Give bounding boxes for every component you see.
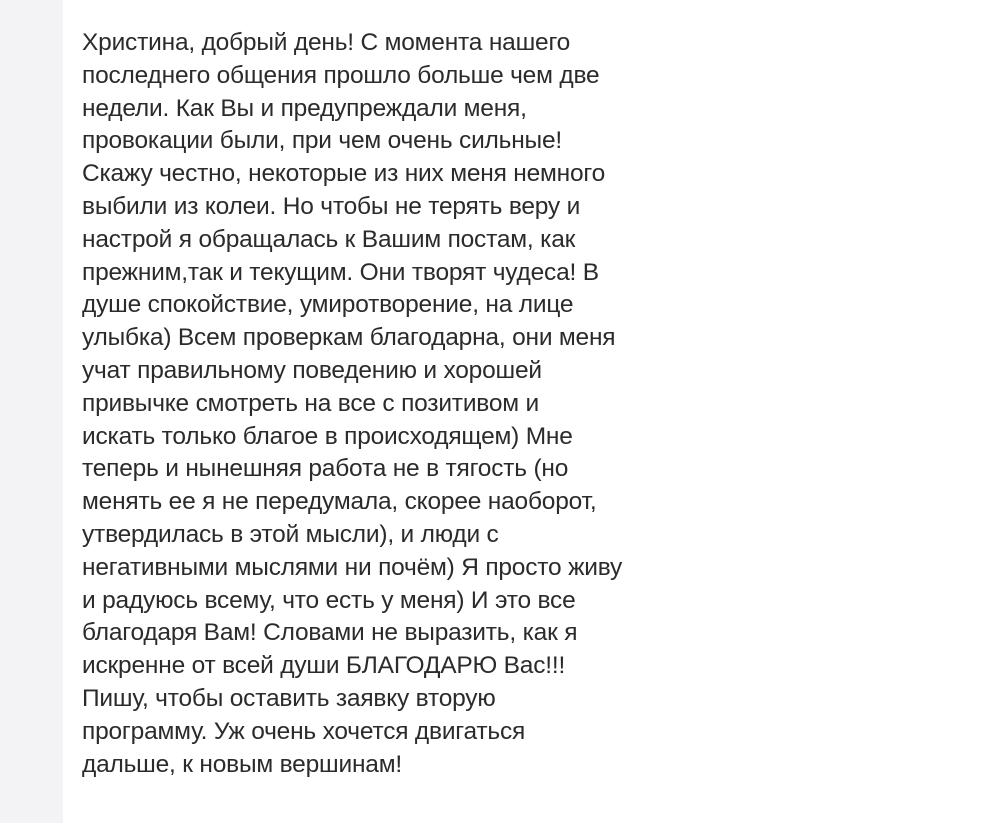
message-line: утвердилась в этой мысли), и люди с: [82, 520, 499, 548]
message-line: привычке смотреть на все с позитивом и: [82, 389, 540, 417]
message-line: прежним,так и текущим. Они творят чудеса! В: [82, 258, 599, 286]
message-line: улыбка) Всем проверкам благодарна, они меня: [82, 324, 616, 352]
message-text: [82, 27, 662, 781]
message-line: учат правильному поведению и хорошей: [82, 356, 542, 384]
message-line: негативными мыслями ни почём) Я просто живу: [82, 553, 623, 581]
message-line: программу. Уж очень хочется двигаться: [82, 717, 526, 745]
message-line: душе спокойствие, умиротворение, на лице: [82, 291, 574, 319]
message-line: менять ее я не передумала, скорее наоборот,: [82, 488, 597, 516]
message-line: благодаря Вам! Словами не выразить, как я: [82, 619, 578, 647]
message-line: дальше, к новым вершинам!: [82, 750, 402, 778]
message-line: Христина, добрый день! С момента нашего: [82, 29, 571, 56]
message-line: и радуюсь всему, что есть у меня) И это все: [82, 586, 576, 614]
message-line: искренне от всей души БЛАГОДАРЮ Вас!!!: [82, 652, 566, 680]
message-line: теперь и нынешняя работа не в тягость (но: [82, 455, 569, 483]
message-line: недели. Как Вы и предупреждали меня,: [82, 94, 527, 122]
message-line: Пишу, чтобы оставить заявку вторую: [82, 684, 496, 712]
left-sidebar-strip: [0, 0, 63, 823]
message-line: последнего общения прошло больше чем две: [82, 61, 600, 89]
message-line: Скажу честно, некоторые из них меня немного: [82, 160, 606, 188]
message-line: провокации были, при чем очень сильные!: [82, 127, 562, 155]
message-line: настрой я обращалась к Вашим постам, как: [82, 225, 576, 253]
message-line: искать только благое в происходящем) Мне: [82, 422, 573, 450]
message-line: выбили из колеи. Но чтобы не терять веру и: [82, 192, 581, 220]
